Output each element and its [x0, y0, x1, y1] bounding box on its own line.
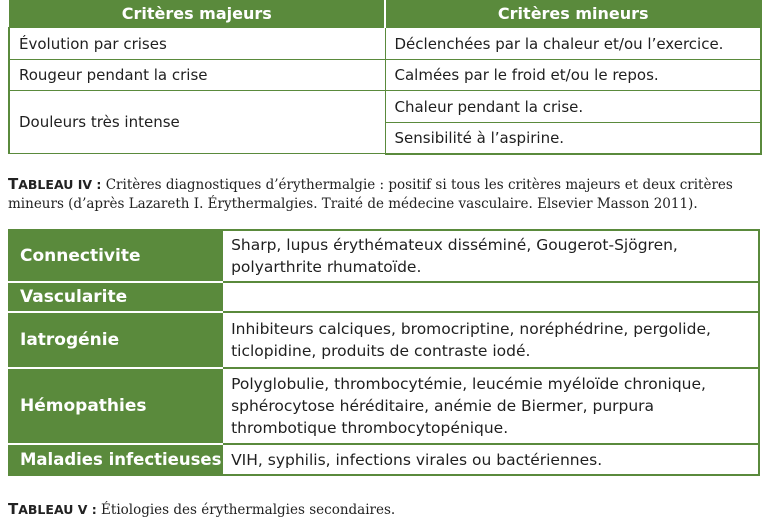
table-v-caption: [8, 500, 760, 520]
etiologies-table: [8, 229, 760, 476]
minor-criterion: Chaleur pendant la crise.: [385, 91, 761, 123]
row-value: Inhibiteurs calciques, bromocriptine, noréphédrine, pergolide, ticlopidine, produits de contraste iodé.: [223, 312, 759, 368]
row-value: [223, 282, 759, 312]
header-row: [9, 0, 761, 28]
table-row: [9, 60, 761, 91]
table-row: [9, 312, 759, 368]
caption-text: Étiologies des érythermalgies secondaires.: [96, 502, 396, 518]
major-criterion: Douleurs très intense: [9, 91, 385, 154]
caption-label: TABLEAU IV :: [8, 175, 102, 193]
row-label: Vascularite: [9, 282, 223, 312]
table-iv-caption: [8, 175, 760, 214]
table-row: [9, 282, 759, 312]
caption-label: TABLEAU V :: [8, 500, 97, 518]
row-value: Sharp, lupus érythémateux disséminé, Gougerot-Sjögren, polyarthrite rhumatoïde.: [223, 230, 759, 282]
major-criterion: Évolution par crises: [9, 28, 385, 60]
caption-text: Critères diagnostiques d’érythermalgie : positif si tous les critères majeurs et deux critères mineurs (d’après Lazareth I. Érythermalgies. Traité de médecine vasculaire. Elsevier Masson 2011).: [8, 177, 733, 212]
table-row: [9, 91, 761, 123]
row-label: Connectivite: [9, 230, 223, 282]
minor-criterion: Déclenchées par la chaleur et/ou l’exercice.: [385, 28, 761, 60]
row-label: Maladies infectieuses: [9, 444, 223, 475]
diagnostic-criteria-table: [8, 0, 762, 155]
table-row: [9, 230, 759, 282]
table-row: [9, 444, 759, 475]
minor-criteria-header: Critères mineurs: [385, 0, 761, 28]
table-row: [9, 28, 761, 60]
table-row: [9, 368, 759, 444]
row-label: Iatrogénie: [9, 312, 223, 368]
row-label: Hémopathies: [9, 368, 223, 444]
minor-criterion: Calmées par le froid et/ou le repos.: [385, 60, 761, 91]
row-value: VIH, syphilis, infections virales ou bactériennes.: [223, 444, 759, 475]
minor-criterion: Sensibilité à l’aspirine.: [385, 123, 761, 154]
major-criteria-header: Critères majeurs: [9, 0, 385, 28]
row-value: Polyglobulie, thrombocytémie, leucémie myéloïde chronique, sphérocytose héréditaire, anémie de Biermer, purpura thrombotique thrombocytopénique.: [223, 368, 759, 444]
major-criterion: Rougeur pendant la crise: [9, 60, 385, 91]
